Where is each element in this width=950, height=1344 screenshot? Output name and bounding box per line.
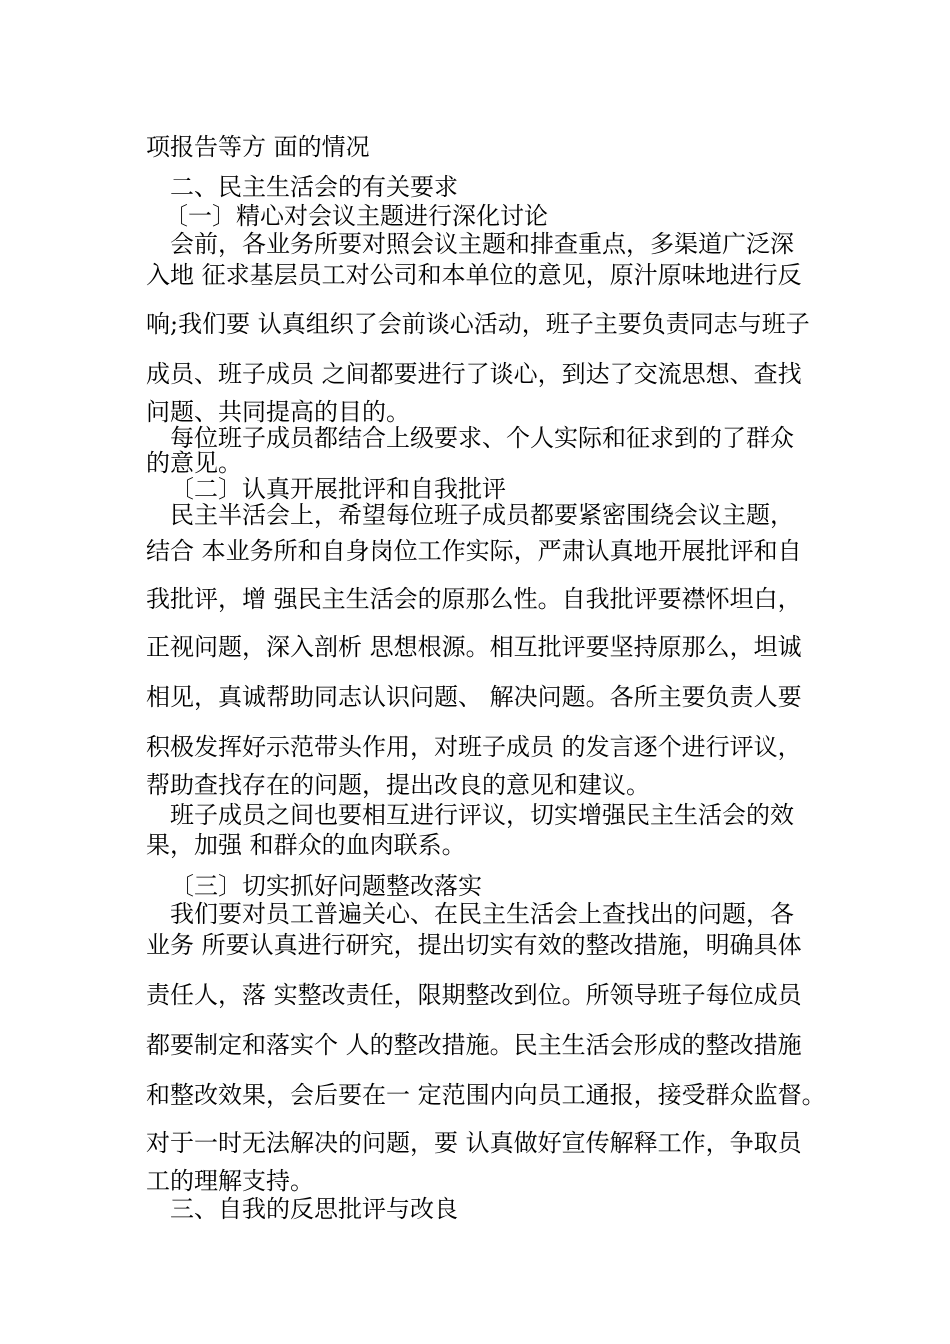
text-line: 项报告等方 面的情况 xyxy=(146,133,370,161)
text-line: 帮助查找存在的问题，提出改良的意见和建议。 xyxy=(146,771,650,799)
text-line: 工的理解支持。 xyxy=(146,1167,314,1195)
text-line: 果，加强 和群众的血肉联系。 xyxy=(146,831,466,859)
text-line: 成员、班子成员 之间都要进行了谈心，到达了交流思想、查找 xyxy=(146,360,802,388)
text-line: 民主半活会上，希望每位班子成员都要紧密围绕会议主题， xyxy=(170,501,794,529)
text-line: 责任人，落 实整改责任，限期整改到位。所领导班子每位成员 xyxy=(146,981,802,1009)
text-line: 和整改效果，会后要在一 定范围内向员工通报，接受群众监督。 xyxy=(146,1081,826,1109)
subsection-heading: 〔三〕切实抓好问题整改落实 xyxy=(170,872,482,900)
text-line: 对于一时无法解决的问题，要 认真做好宣传解释工作，争取员 xyxy=(146,1129,802,1157)
text-line: 的意见。 xyxy=(146,449,242,477)
text-line: 响;我们要 认真组织了会前谈心活动，班子主要负责同志与班子 xyxy=(146,310,810,338)
text-line: 会前，各业务所要对照会议主题和排查重点，多渠道广泛深 xyxy=(170,230,794,258)
text-line: 结合 本业务所和自身岗位工作实际，严肃认真地开展批评和自 xyxy=(146,537,802,565)
text-line: 我批评，增 强民主生活会的原那么性。自我批评要襟怀坦白， xyxy=(146,585,802,613)
section-heading: 二、民主生活会的有关要求 xyxy=(170,173,458,201)
text-line: 都要制定和落实个 人的整改措施。民主生活会形成的整改措施 xyxy=(146,1031,802,1059)
subsection-heading: 〔一〕精心对会议主题进行深化讨论 xyxy=(164,202,548,230)
subsection-heading: 〔二〕认真开展批评和自我批评 xyxy=(170,475,506,503)
text-line: 每位班子成员都结合上级要求、个人实际和征求到的了群众 xyxy=(170,424,794,452)
text-line: 我们要对员工普遍关心、在民主生活会上查找出的问题，各 xyxy=(170,900,794,928)
text-line: 积极发挥好示范带头作用，对班子成员 的发言逐个进行评议， xyxy=(146,733,802,761)
text-line: 相见，真诚帮助同志认识问题、 解决问题。各所主要负责人要 xyxy=(146,683,802,711)
text-line: 入地 征求基层员工对公司和本单位的意见，原汁原味地进行反 xyxy=(146,261,802,289)
text-line: 班子成员之间也要相互进行评议，切实增强民主生活会的效 xyxy=(170,801,794,829)
text-line: 业务 所要认真进行研究，提出切实有效的整改措施，明确具体 xyxy=(146,931,802,959)
text-line: 问题、共同提高的目的。 xyxy=(146,398,410,426)
section-heading: 三、自我的反思批评与改良 xyxy=(170,1195,458,1223)
text-line: 正视问题，深入剖析 思想根源。相互批评要坚持原那么，坦诚 xyxy=(146,633,802,661)
